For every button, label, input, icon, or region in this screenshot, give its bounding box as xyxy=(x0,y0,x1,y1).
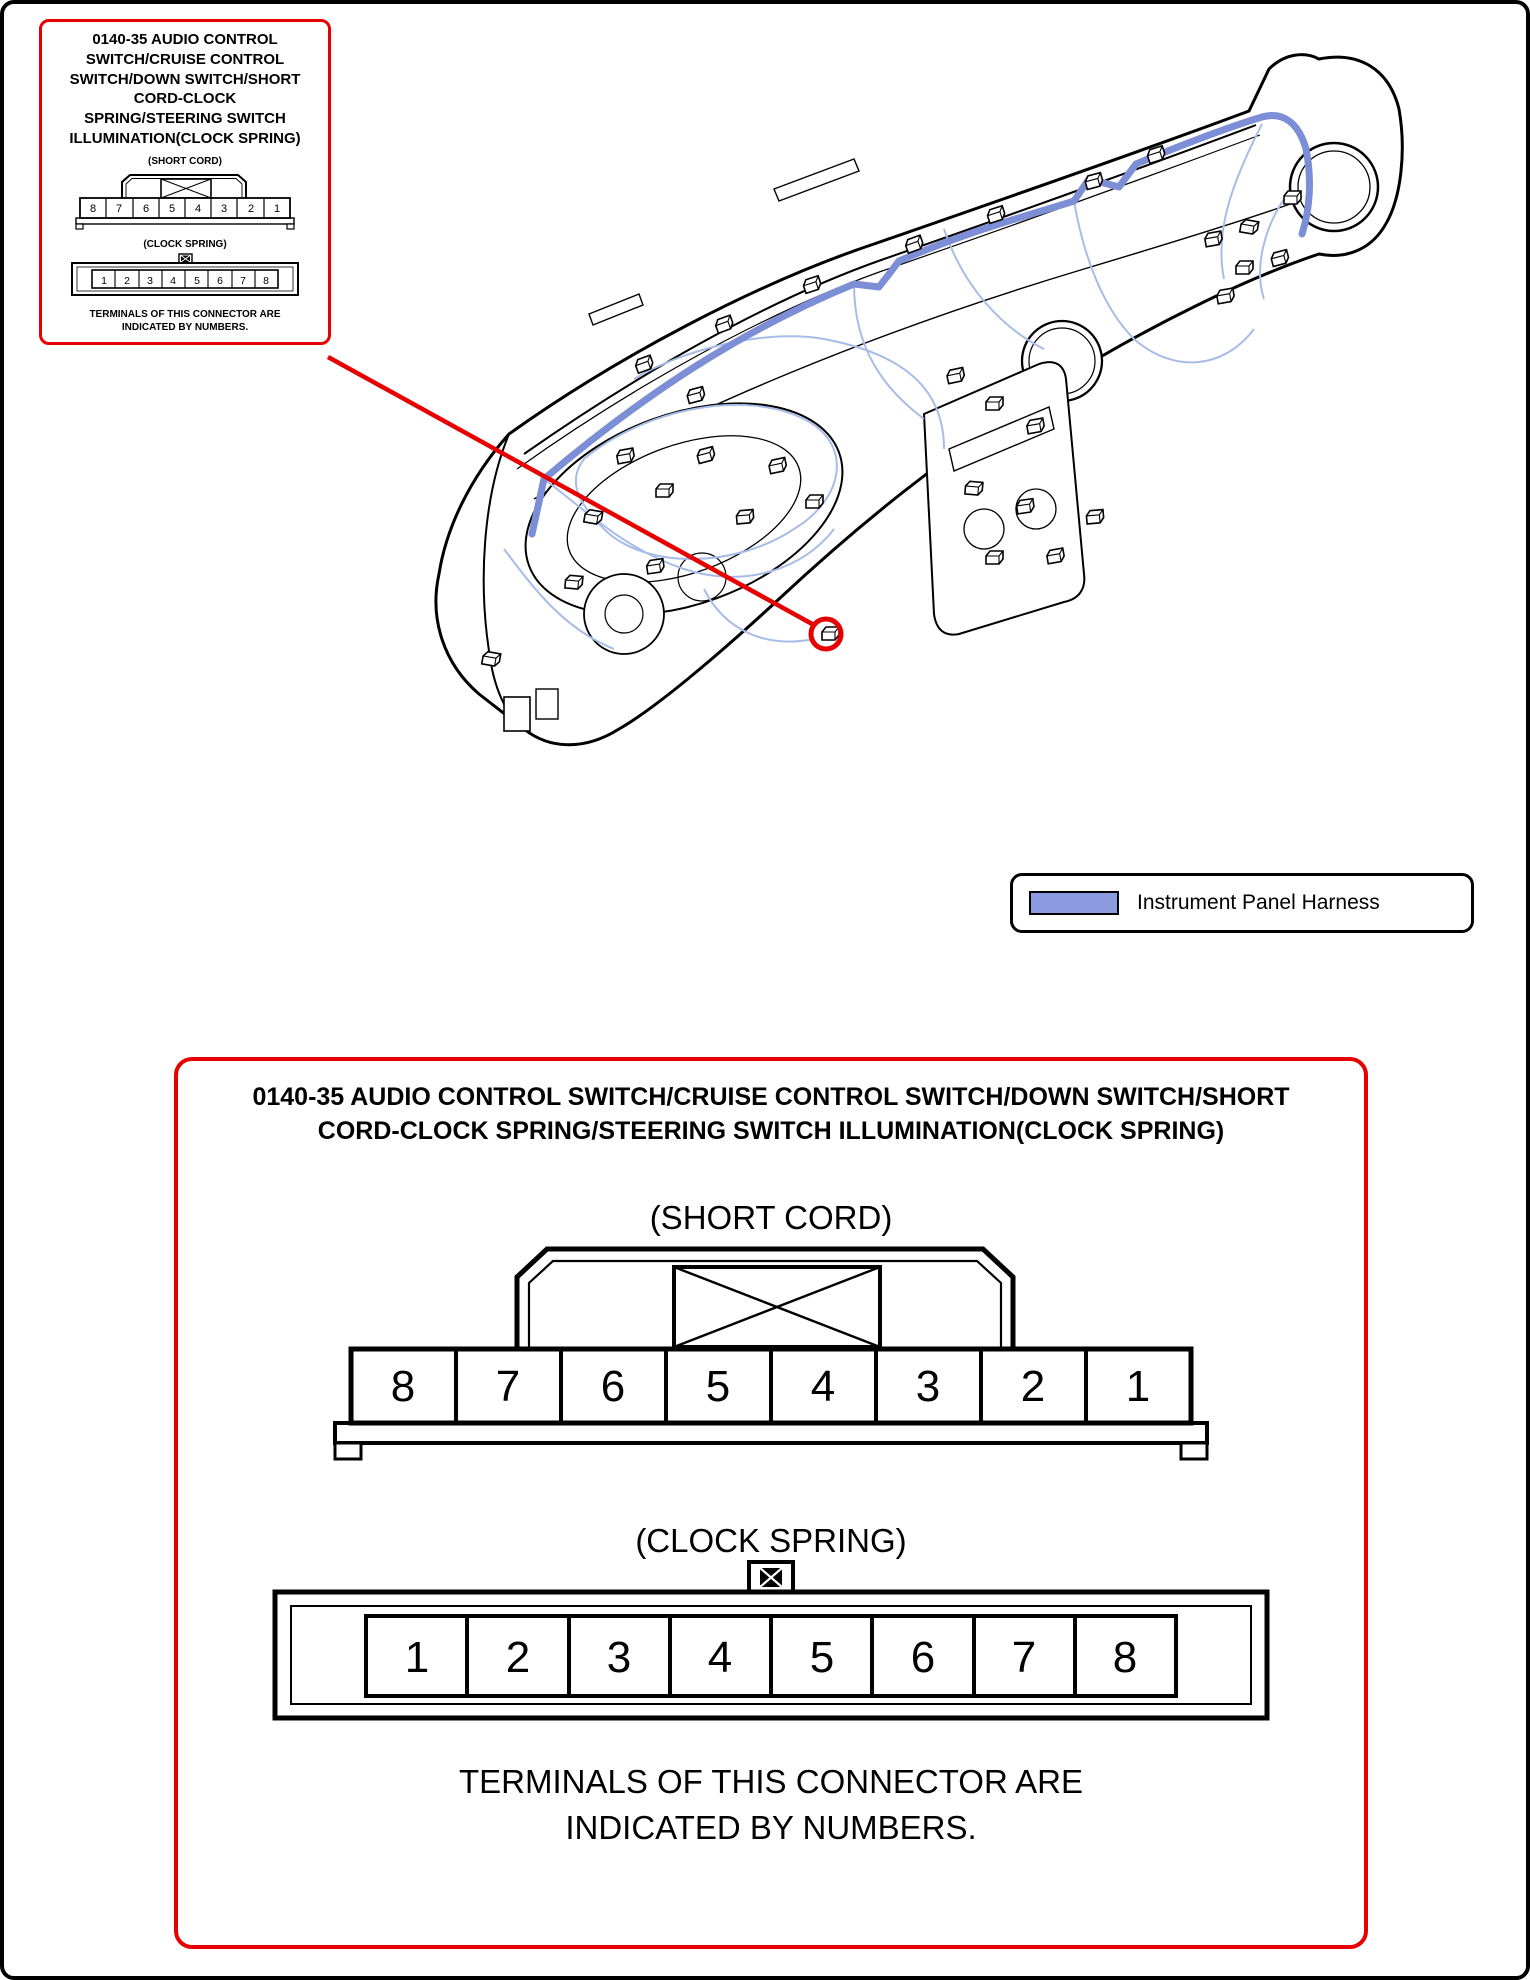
mini-clock-spring-terminal: 1 xyxy=(101,274,107,287)
short-cord-terminal: 4 xyxy=(810,1361,836,1411)
dashboard-illustration xyxy=(384,29,1524,819)
clock-spring-terminal: 7 xyxy=(1011,1632,1037,1682)
clock-spring-terminal: 6 xyxy=(910,1632,936,1682)
short-cord-label: (SHORT CORD) xyxy=(649,1198,893,1236)
mini-clock-spring-connector xyxy=(70,253,300,301)
detail-title-line: CORD-CLOCK SPRING/STEERING SWITCH ILLUMINATION(CLOCK SPRING) xyxy=(317,1116,1225,1145)
mini-short-cord-terminal: 2 xyxy=(247,202,255,215)
mini-short-cord-connector xyxy=(75,170,295,232)
short-cord-connector xyxy=(331,1237,1211,1472)
clock-spring-terminal: 1 xyxy=(404,1632,430,1682)
short-cord-terminal: 3 xyxy=(915,1361,941,1411)
harness-color-swatch xyxy=(1029,891,1119,915)
callout-title-line: 0140-35 AUDIO CONTROL xyxy=(92,31,278,48)
mini-short-cord-terminal: 1 xyxy=(273,202,281,215)
short-cord-terminal: 8 xyxy=(390,1361,416,1411)
callout-title-line: SPRING/STEERING SWITCH xyxy=(84,110,286,128)
mini-clock-spring-terminal: 2 xyxy=(124,274,130,287)
detail-title-line: 0140-35 AUDIO CONTROL SWITCH/CRUISE CONTROL SWITCH/DOWN SWITCH/SHORT xyxy=(252,1083,1290,1111)
mini-clock-spring-terminal: 5 xyxy=(194,274,200,287)
dashboard-outline xyxy=(436,55,1402,745)
clock-spring-terminal: 8 xyxy=(1112,1632,1138,1682)
callout-caption-line: INDICATED BY NUMBERS. xyxy=(121,321,249,333)
mini-clock-spring-terminal: 4 xyxy=(170,274,176,287)
mini-clock-spring-terminal: 8 xyxy=(263,274,269,287)
mini-clock-spring-terminal: 3 xyxy=(147,274,153,287)
short-cord-terminal: 2 xyxy=(1020,1361,1046,1411)
mini-short-cord-label: (SHORT CORD) xyxy=(148,155,222,167)
callout-box xyxy=(39,19,331,345)
legend-box xyxy=(1010,873,1474,933)
legend-label: Instrument Panel Harness xyxy=(1137,891,1380,914)
callout-title-line: CORD-CLOCK xyxy=(133,90,237,108)
clock-spring-terminal: 3 xyxy=(606,1632,632,1682)
clock-spring-label: (CLOCK SPRING) xyxy=(635,1521,907,1559)
callout-title-line: ILLUMINATION(CLOCK SPRING) xyxy=(69,129,301,147)
detail-caption-line: TERMINALS OF THIS CONNECTOR ARE xyxy=(458,1762,1084,1800)
mini-short-cord-terminal: 3 xyxy=(220,202,228,215)
mini-clock-spring-label: (CLOCK SPRING) xyxy=(143,238,227,250)
mini-short-cord-terminal: 6 xyxy=(142,202,150,215)
detail-caption-line: INDICATED BY NUMBERS. xyxy=(565,1808,977,1846)
short-cord-terminal: 7 xyxy=(495,1361,521,1411)
mini-short-cord-terminal: 5 xyxy=(168,202,176,215)
short-cord-terminal: 6 xyxy=(600,1361,626,1411)
clock-spring-terminal: 5 xyxy=(809,1632,835,1682)
callout-title-line: SWITCH/DOWN SWITCH/SHORT xyxy=(69,70,301,88)
mini-short-cord-terminal: 8 xyxy=(89,202,97,215)
mini-clock-spring-terminal: 6 xyxy=(217,274,223,287)
mini-short-cord-terminal: 7 xyxy=(115,202,123,215)
short-cord-terminal: 5 xyxy=(705,1361,731,1411)
clock-spring-terminal: 4 xyxy=(707,1632,733,1682)
mini-clock-spring-terminal: 7 xyxy=(240,274,246,287)
callout-title-line: SWITCH/CRUISE CONTROL xyxy=(85,50,285,68)
clock-spring-terminal: 2 xyxy=(505,1632,531,1682)
clock-spring-connector xyxy=(271,1560,1271,1725)
mini-short-cord-terminal: 4 xyxy=(194,202,202,215)
short-cord-terminal: 1 xyxy=(1125,1361,1151,1411)
callout-caption-line: TERMINALS OF THIS CONNECTOR ARE xyxy=(89,308,281,320)
detail-box xyxy=(174,1057,1368,1949)
